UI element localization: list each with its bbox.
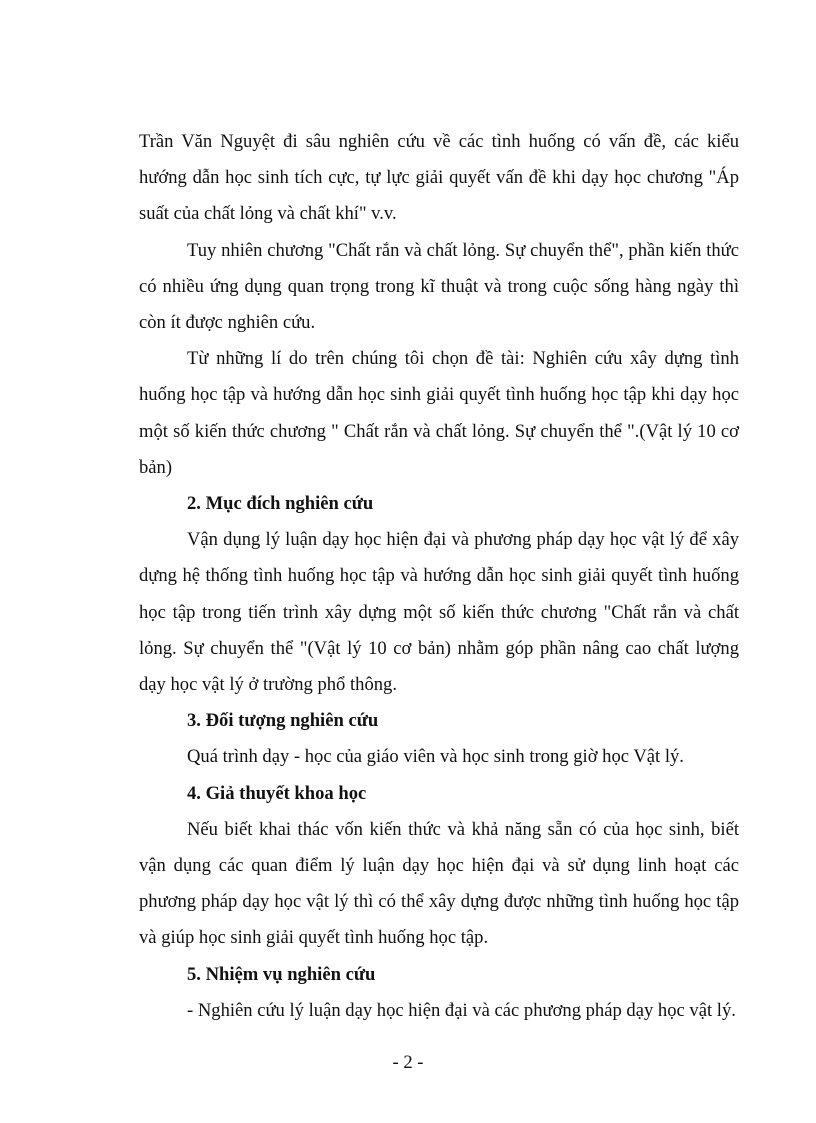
paragraph-topic-choice: Từ những lí do trên chúng tôi chọn đề tài: Nghiên cứu xây dựng tình huống học tập và hướng dẫn học sinh giải quyết tình huống học tập khi dạy học một số kiến thức chương " Chất rắn và chất lỏng. Sự chuyển thể ".(Vật lý 10 cơ bản) [139, 348, 739, 478]
section-heading-purpose: 2. Mục đích nghiên cứu [187, 493, 374, 515]
page-number: - 2 - [392, 1052, 424, 1073]
section-text-purpose: Vận dụng lý luận dạy học hiện đại và phương pháp dạy học vật lý để xây dựng hệ thống tình huống học tập và hướng dẫn học sinh giải quyết tình huống học tập trong tiến trình xây dựng một số kiến thức chương "Chất rắn và chất lỏng. Sự chuyển thể "(Vật lý 10 cơ bản) nhằm góp phần nâng cao chất lượng dạy học vật lý ở trường phổ thông. [139, 529, 739, 696]
section-heading-hypothesis: 4. Giả thuyết khoa học [187, 782, 367, 804]
section-text-subject: Quá trình dạy - học của giáo viên và học sinh trong giờ học Vật lý. [187, 746, 684, 768]
section-heading-tasks: 5. Nhiệm vụ nghiên cứu [187, 963, 376, 985]
body-text [139, 124, 739, 1029]
section-text-hypothesis: Nếu biết khai thác vốn kiến thức và khả năng sẵn có của học sinh, biết vận dụng các quan điểm lý luận dạy học hiện đại và sử dụng linh hoạt các phương pháp dạy học vật lý thì có thể xây dựng được những tình huống học tập và giúp học sinh giải quyết tình huống học tập. [139, 818, 739, 949]
section-heading-subject: 3. Đối tượng nghiên cứu [187, 710, 379, 732]
section-text-tasks: - Nghiên cứu lý luận dạy học hiện đại và các phương pháp dạy học vật lý. [187, 999, 736, 1021]
paragraph-intro-continuation: Trần Văn Nguyệt đi sâu nghiên cứu về các tình huống có vấn đề, các kiểu hướng dẫn học sinh tích cực, tự lực giải quyết vấn đề khi dạy học chương "Áp suất của chất lỏng và chất khí" v.v. [139, 131, 739, 225]
paragraph-however: Tuy nhiên chương "Chất rắn và chất lỏng. Sự chuyển thể", phần kiến thức có nhiều ứng dụng quan trọng trong kĩ thuật và trong cuộc sống hàng ngày thì còn ít được nghiên cứu. [139, 239, 739, 334]
